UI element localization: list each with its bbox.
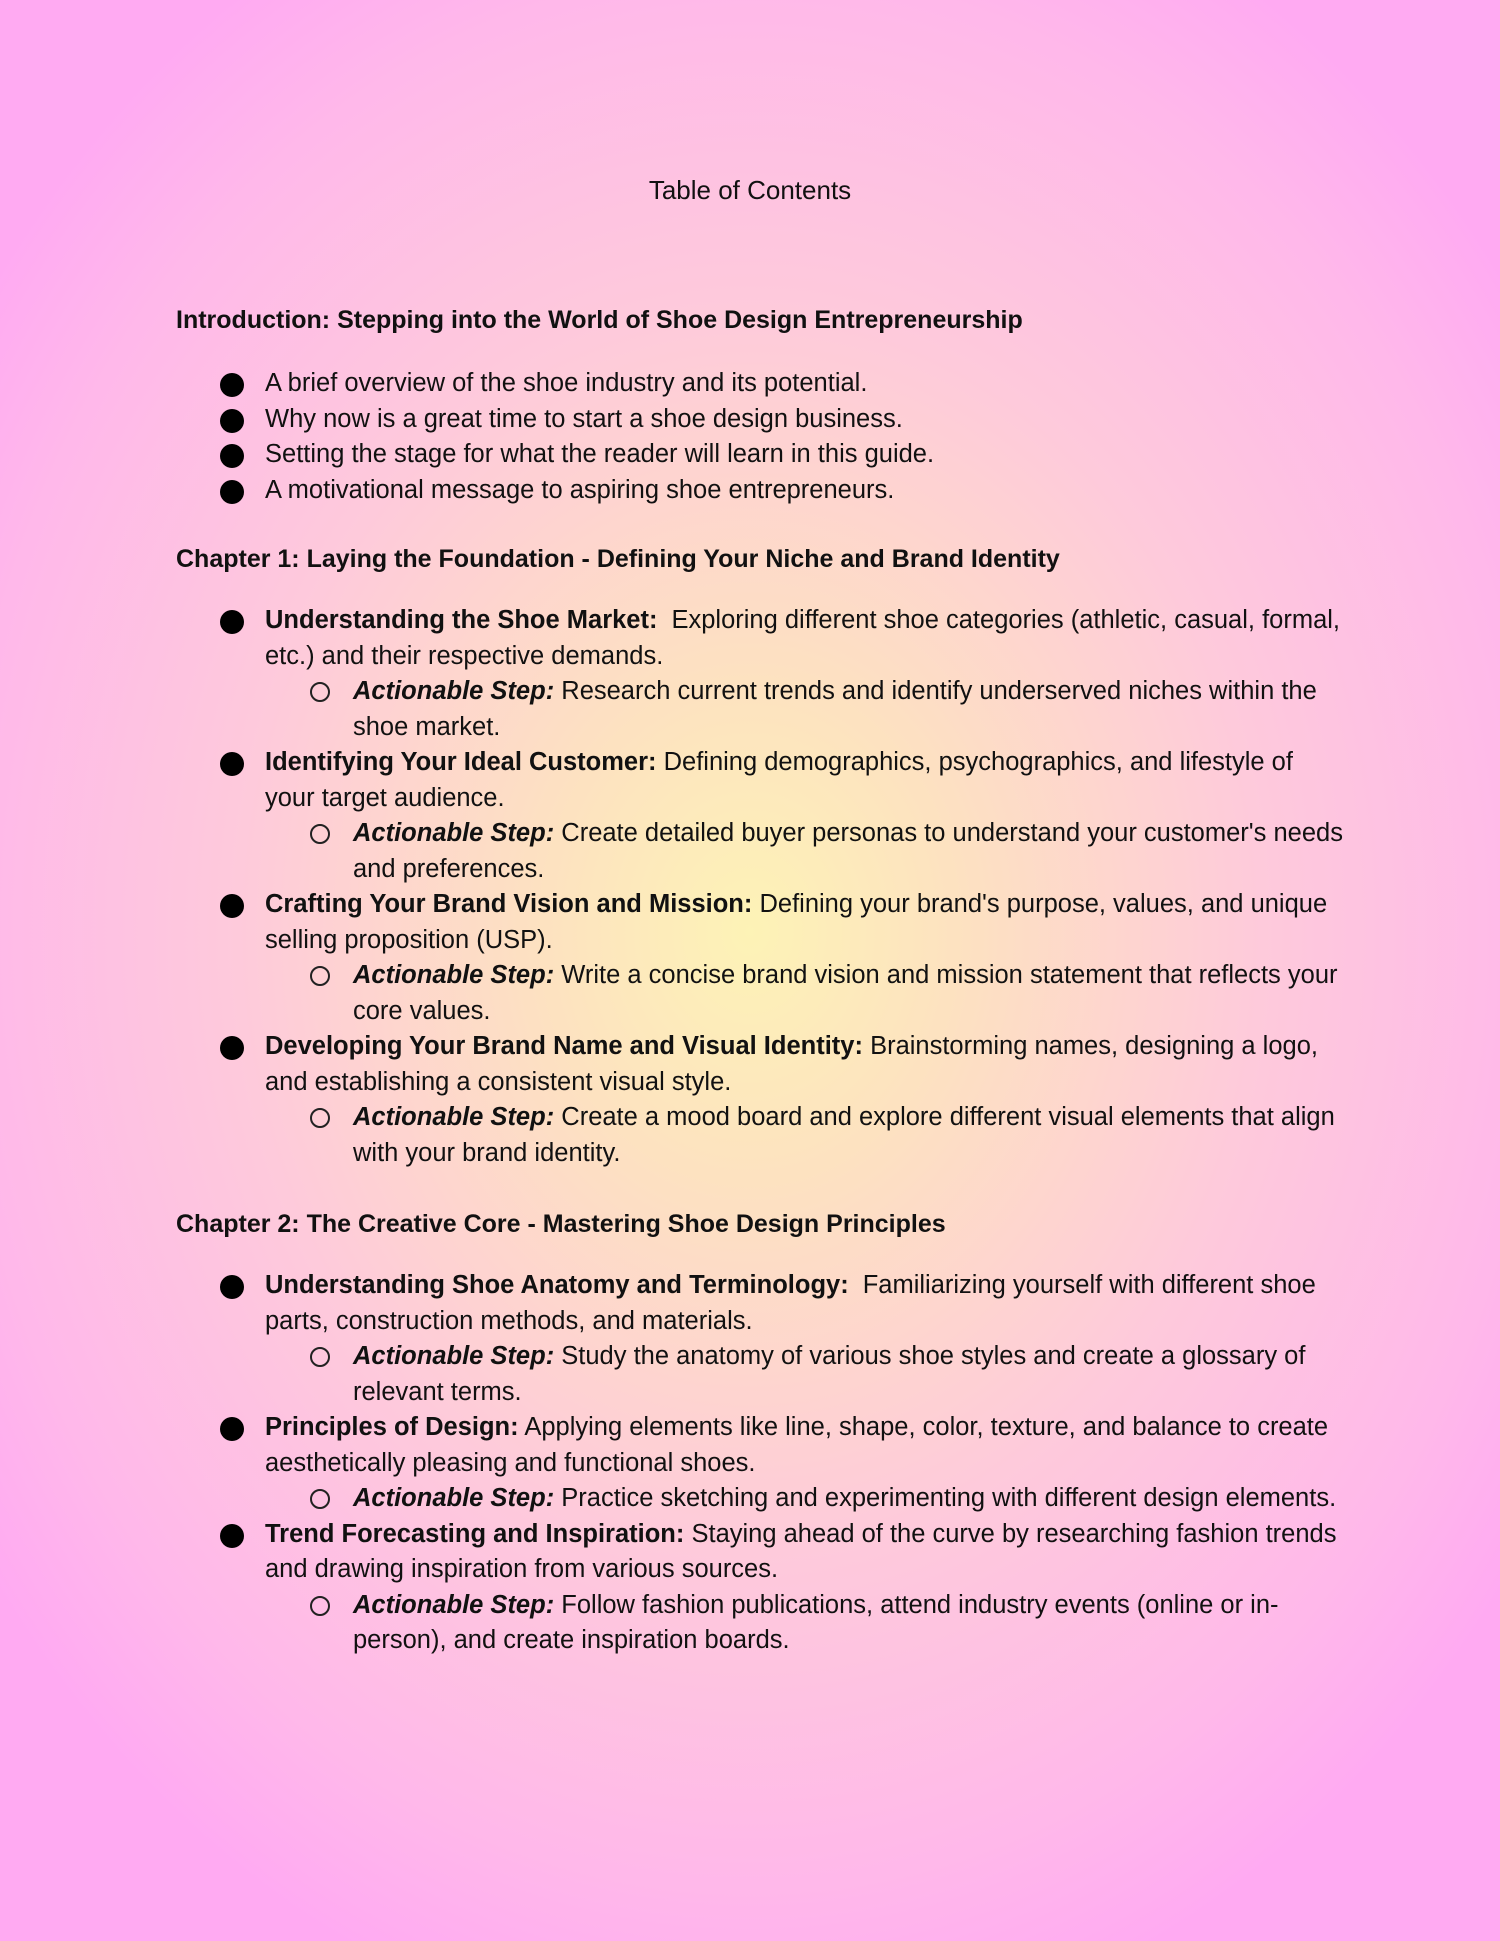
actionable-step: Actionable Step: Practice sketching and experimenting with different design elements. [176,1481,1346,1517]
introduction-list [176,366,1346,508]
list-item: Crafting Your Brand Vision and Mission: Defining your brand's purpose, values, and unique selling proposition (USP). Actionable Step: Write a concise brand vision and mission statement that reflects your core values. [176,887,1346,1029]
list-item: Developing Your Brand Name and Visual Identity: Brainstorming names, designing a logo, and establishing a consistent visual style. Actionable Step: Create a mood board and explore different visual elements that align with your brand identity. [176,1029,1346,1171]
filled-bullet-icon [220,1036,244,1060]
hollow-bullet-icon [310,1347,330,1367]
filled-bullet-icon [220,480,244,504]
list-item: Identifying Your Ideal Customer: Defining demographics, psychographics, and lifestyle of your target audience. Actionable Step: Create detailed buyer personas to understand your customer's needs and preferences. [176,745,1346,887]
hollow-bullet-icon [310,966,330,986]
chapter2-heading: Chapter 2: The Creative Core - Mastering Shoe Design Principles [176,1210,946,1238]
actionable-step: Actionable Step: Study the anatomy of various shoe styles and create a glossary of relevant terms. [176,1339,1346,1410]
hollow-bullet-icon [310,1596,330,1616]
list-item: Setting the stage for what the reader will learn in this guide. [176,437,1346,473]
filled-bullet-icon [220,894,244,918]
chapter2-list [176,1268,1346,1659]
list-item: Why now is a great time to start a shoe design business. [176,402,1346,438]
list-item: Understanding the Shoe Market: Exploring different shoe categories (athletic, casual, formal, etc.) and their respective demands. Actionable Step: Research current trends and identify underserved niches within the shoe market. [176,603,1346,745]
list-item: A brief overview of the shoe industry and its potential. [176,366,1346,402]
actionable-step: Actionable Step: Research current trends and identify underserved niches within the shoe market. [176,674,1346,745]
list-item: A motivational message to aspiring shoe entrepreneurs. [176,473,1346,509]
chapter1-section [176,541,1346,1171]
list-item: Trend Forecasting and Inspiration: Staying ahead of the curve by researching fashion trends and drawing inspiration from various sources. Actionable Step: Follow fashion publications, attend industry events (online or in-person), and create inspiration boards. [176,1517,1346,1659]
list-item: Understanding Shoe Anatomy and Terminology: Familiarizing yourself with different shoe parts, construction methods, and materials. Actionable Step: Study the anatomy of various shoe styles and create a glossary of relevant terms. [176,1268,1346,1410]
introduction-section [176,302,1346,508]
hollow-bullet-icon [310,824,330,844]
filled-bullet-icon [220,752,244,776]
filled-bullet-icon [220,1275,244,1299]
list-item: Principles of Design: Applying elements like line, shape, color, texture, and balance to create aesthetically pleasing and functional shoes. Actionable Step: Practice sketching and experimenting with different design elements. [176,1410,1346,1517]
filled-bullet-icon [220,409,244,433]
hollow-bullet-icon [310,1108,330,1128]
hollow-bullet-icon [310,682,330,702]
chapter2-section [176,1206,1346,1659]
actionable-step: Actionable Step: Create detailed buyer personas to understand your customer's needs and preferences. [176,816,1346,887]
filled-bullet-icon [220,444,244,468]
filled-bullet-icon [220,610,244,634]
introduction-heading: Introduction: Stepping into the World of Shoe Design Entrepreneurship [176,306,1023,334]
chapter1-list [176,603,1346,1171]
actionable-step: Actionable Step: Write a concise brand vision and mission statement that reflects your core values. [176,958,1346,1029]
filled-bullet-icon [220,1417,244,1441]
filled-bullet-icon [220,373,244,397]
page-title: Table of Contents [648,175,852,205]
actionable-step: Actionable Step: Follow fashion publications, attend industry events (online or in-person), and create inspiration boards. [176,1588,1346,1659]
actionable-step: Actionable Step: Create a mood board and explore different visual elements that align with your brand identity. [176,1100,1346,1171]
filled-bullet-icon [220,1524,244,1548]
chapter1-heading: Chapter 1: Laying the Foundation - Defining Your Niche and Brand Identity [176,545,1060,573]
hollow-bullet-icon [310,1489,330,1509]
